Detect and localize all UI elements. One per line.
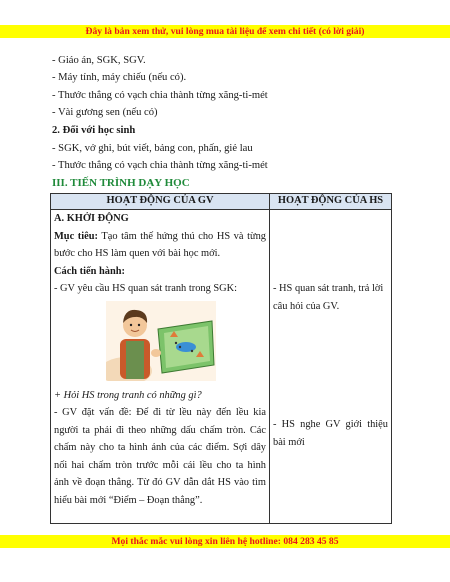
hs-cell	[270, 210, 392, 524]
hs-step-1: - HS quan sát tranh, trả lời câu hỏi của GV.	[273, 283, 384, 312]
question: + Hỏi HS trong tranh có những gì?	[54, 389, 202, 401]
header-hs: HOẠT ĐỘNG CỦA HS	[270, 194, 392, 210]
boy-with-map-illustration	[106, 301, 216, 381]
header-gv: HOẠT ĐỘNG CỦA GV	[51, 194, 270, 210]
lesson-table	[50, 193, 392, 524]
gv-step-2: - GV đặt vấn đề: Để đi từ lều này đến lều kia người ta phải đi theo những dấu chấm tròn. Các chấm này cho ta hình ảnh của các điểm. Sợi dây nối hai chấm tròn trước mỗi cái lều cho ta hình ảnh về đoạn thẳng. Từ đó GV dẫn dắt HS vào tìm hiểu bài mới “Điểm – Đoạn thẳng”.	[54, 407, 266, 506]
objective-text: Tạo tâm thế hứng thú cho HS và từng bước cho HS làm quen với bài học mới.	[54, 230, 266, 259]
student-item: - SGK, vở ghi, bút viết, bảng con, phấn, giẻ lau	[52, 143, 253, 154]
section-title: III. TIẾN TRÌNH DẠY HỌC	[52, 177, 190, 189]
gv-cell	[51, 210, 270, 524]
preview-banner: Đây là bản xem thử, vui lòng mua tài liệu để xem chi tiết (có lời giải)	[0, 25, 450, 38]
student-item: - Thước thẳng có vạch chia thành từng xăng-ti-mét	[52, 160, 268, 171]
procedure-label: Cách tiến hành:	[54, 265, 126, 277]
objective	[54, 228, 266, 263]
teacher-item: - Vài gương sen (nếu có)	[52, 107, 158, 118]
teacher-item: - Giáo án, SGK, SGV.	[52, 55, 146, 66]
teacher-item: - Máy tính, máy chiếu (nếu có).	[52, 72, 187, 83]
teacher-item: - Thước thẳng có vạch chia thành từng xăng-ti-mét	[52, 90, 268, 101]
hs-step-2: - HS nghe GV giới thiệu bài mới	[273, 419, 388, 448]
gv-step-1: - GV yêu cầu HS quan sát tranh trong SGK:	[54, 283, 238, 294]
hotline-banner: Mọi thắc mắc vui lòng xin liên hệ hotline: 084 283 45 85	[0, 535, 450, 548]
part-a-heading: A. KHỞI ĐỘNG	[54, 213, 129, 224]
objective-label: Mục tiêu:	[54, 230, 98, 242]
student-heading: 2. Đối với học sinh	[52, 125, 136, 136]
